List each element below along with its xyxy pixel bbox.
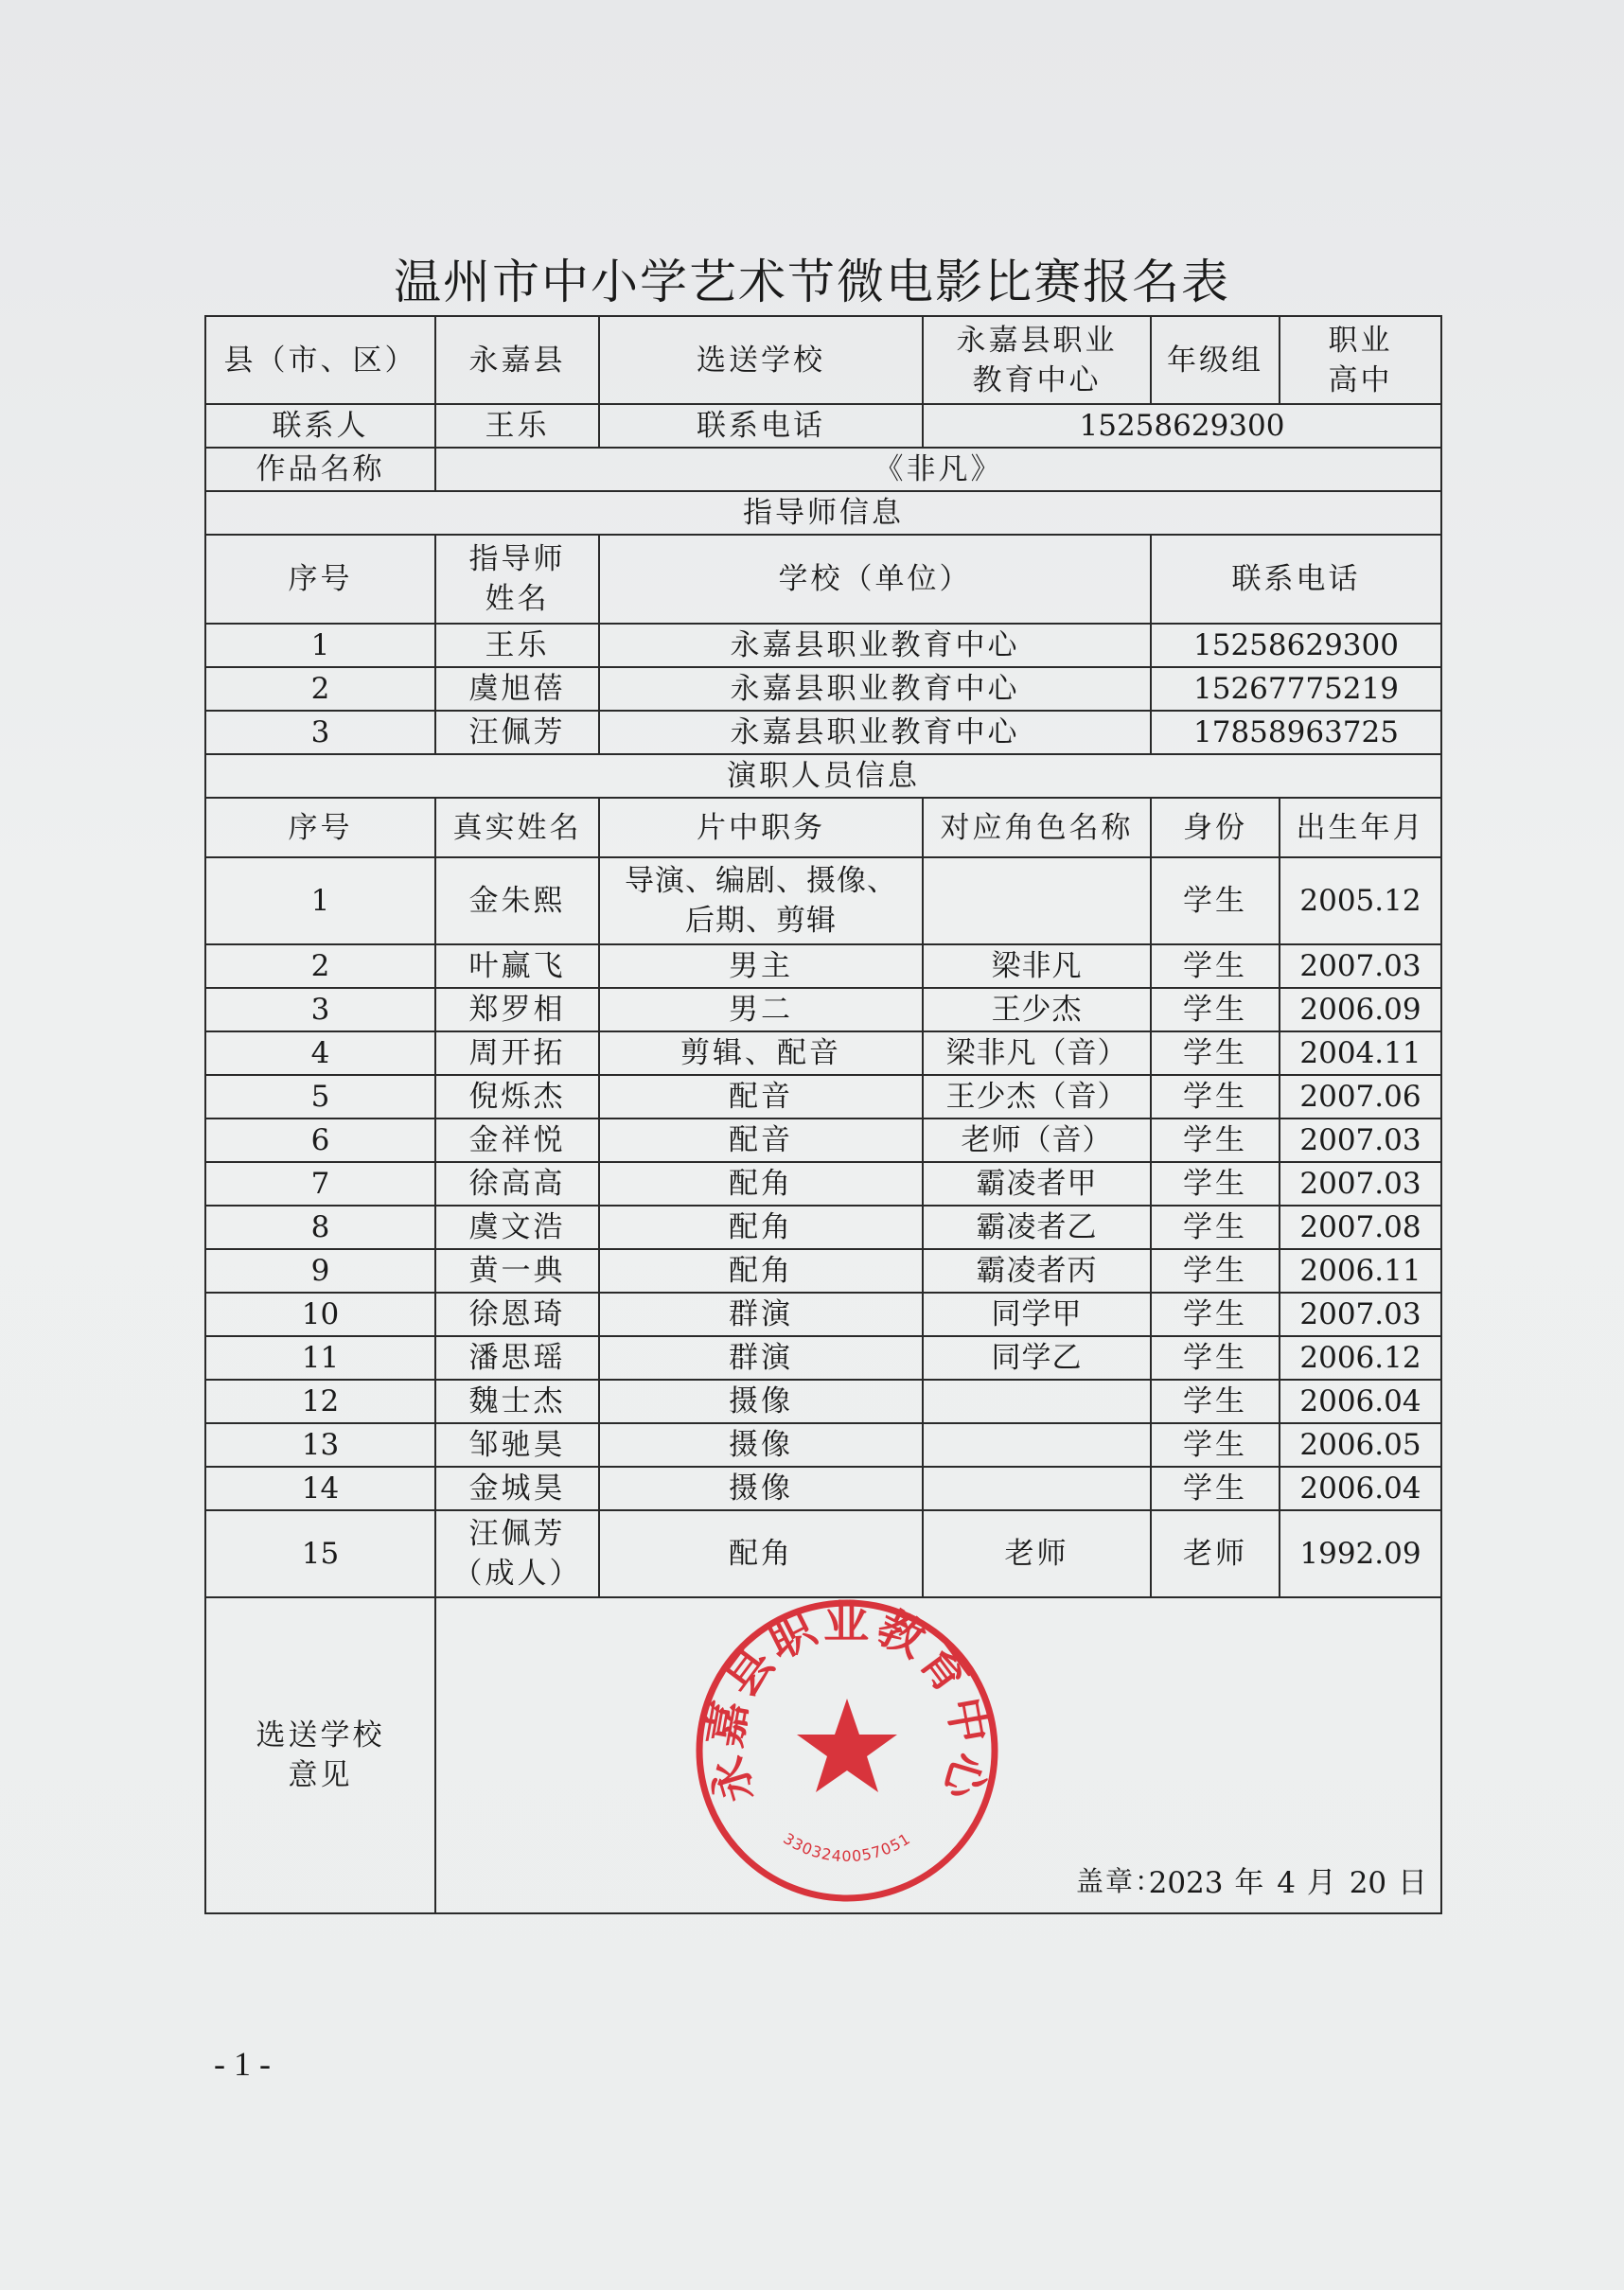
cast-identity: 学生 bbox=[1151, 1380, 1280, 1423]
cast-row bbox=[205, 1467, 1441, 1510]
cast-name: 魏士杰 bbox=[435, 1380, 599, 1423]
cast-birth: 2004.11 bbox=[1280, 1031, 1441, 1075]
phone-label: 联系电话 bbox=[599, 404, 923, 448]
cast-identity: 学生 bbox=[1151, 1119, 1280, 1162]
cast-identity: 学生 bbox=[1151, 988, 1280, 1031]
cast-no: 6 bbox=[205, 1119, 435, 1162]
cast-col-no: 序号 bbox=[205, 798, 435, 857]
cast-name bbox=[435, 1510, 599, 1597]
header-row-work bbox=[205, 448, 1441, 491]
cast-row bbox=[205, 1380, 1441, 1423]
cast-role bbox=[923, 1467, 1151, 1510]
cast-name: 周开拓 bbox=[435, 1031, 599, 1075]
cast-duty: 配音 bbox=[599, 1075, 923, 1119]
cast-name: 虞文浩 bbox=[435, 1206, 599, 1249]
cast-name: 金城昊 bbox=[435, 1467, 599, 1510]
sign-date bbox=[1149, 1863, 1429, 1903]
cast-col-name: 真实姓名 bbox=[435, 798, 599, 857]
cast-name: 叶赢飞 bbox=[435, 944, 599, 988]
cast-birth: 2006.11 bbox=[1280, 1249, 1441, 1293]
cast-identity: 学生 bbox=[1151, 1249, 1280, 1293]
cast-no: 11 bbox=[205, 1336, 435, 1380]
cast-duty-line1: 导演、编剧、摄像、 bbox=[625, 864, 897, 898]
mentor-section-row bbox=[205, 491, 1441, 535]
cast-no: 13 bbox=[205, 1423, 435, 1467]
cast-rows bbox=[205, 944, 1441, 1510]
cast-row bbox=[205, 988, 1441, 1031]
cast-row-last bbox=[205, 1510, 1441, 1597]
opinion-label-line2: 意见 bbox=[288, 1758, 353, 1792]
mentor-phone: 15267775219 bbox=[1151, 667, 1441, 711]
cast-birth: 2005.12 bbox=[1280, 857, 1441, 944]
mentor-row bbox=[205, 667, 1441, 711]
grade-value-line2: 高中 bbox=[1328, 362, 1393, 397]
date-month-unit: 月 bbox=[1306, 1866, 1338, 1900]
cast-identity: 学生 bbox=[1151, 1467, 1280, 1510]
date-day: 20 bbox=[1349, 1866, 1387, 1900]
cast-section-row bbox=[205, 754, 1441, 798]
page-number: - 1 - bbox=[214, 2045, 271, 2083]
school-value-line2: 教育中心 bbox=[972, 362, 1102, 397]
header-row-contact bbox=[205, 404, 1441, 448]
cast-col-role: 对应角色名称 bbox=[923, 798, 1151, 857]
school-value-line1: 永嘉县职业 bbox=[956, 323, 1118, 358]
mentor-header-row bbox=[205, 535, 1441, 624]
cast-no: 4 bbox=[205, 1031, 435, 1075]
cast-birth: 2006.04 bbox=[1280, 1467, 1441, 1510]
school-label: 选送学校 bbox=[599, 316, 923, 404]
opinion-label-line1: 选送学校 bbox=[256, 1718, 385, 1753]
mentor-name: 汪佩芳 bbox=[435, 711, 599, 754]
cast-duty: 摄像 bbox=[599, 1423, 923, 1467]
cast-name: 郑罗相 bbox=[435, 988, 599, 1031]
cast-birth: 2007.03 bbox=[1280, 1162, 1441, 1206]
cast-row bbox=[205, 1206, 1441, 1249]
date-year: 2023 bbox=[1148, 1866, 1224, 1900]
work-value: 《非凡》 bbox=[435, 448, 1441, 491]
cast-role: 梁非凡（音） bbox=[923, 1031, 1151, 1075]
cast-col-identity: 身份 bbox=[1151, 798, 1280, 857]
cast-duty: 配角 bbox=[599, 1510, 923, 1597]
cast-no: 10 bbox=[205, 1293, 435, 1336]
cast-duty: 配音 bbox=[599, 1119, 923, 1162]
cast-role: 霸凌者乙 bbox=[923, 1206, 1151, 1249]
cast-section-title: 演职人员信息 bbox=[205, 754, 1441, 798]
mentor-col-no: 序号 bbox=[205, 535, 435, 624]
cast-identity: 学生 bbox=[1151, 944, 1280, 988]
mentor-col-name-line1: 指导师 bbox=[468, 542, 566, 576]
grade-value bbox=[1280, 316, 1441, 404]
cast-row bbox=[205, 1249, 1441, 1293]
phone-value: 15258629300 bbox=[923, 404, 1441, 448]
seal-code: 3303240057051 bbox=[780, 1829, 914, 1866]
cast-duty bbox=[599, 857, 923, 944]
cast-identity: 学生 bbox=[1151, 1336, 1280, 1380]
cast-row bbox=[205, 1075, 1441, 1119]
cast-no: 8 bbox=[205, 1206, 435, 1249]
opinion-label bbox=[205, 1597, 435, 1913]
star-icon bbox=[797, 1699, 897, 1792]
mentor-phone: 17858963725 bbox=[1151, 711, 1441, 754]
cast-birth: 2006.04 bbox=[1280, 1380, 1441, 1423]
mentor-no: 3 bbox=[205, 711, 435, 754]
cast-no: 7 bbox=[205, 1162, 435, 1206]
header-row-county bbox=[205, 316, 1441, 404]
cast-birth: 2007.03 bbox=[1280, 1293, 1441, 1336]
cast-no: 5 bbox=[205, 1075, 435, 1119]
cast-role bbox=[923, 857, 1151, 944]
cast-no: 15 bbox=[205, 1510, 435, 1597]
cast-duty: 配角 bbox=[599, 1249, 923, 1293]
mentor-rows bbox=[205, 624, 1441, 754]
cast-role bbox=[923, 1423, 1151, 1467]
cast-duty: 剪辑、配音 bbox=[599, 1031, 923, 1075]
cast-identity: 学生 bbox=[1151, 1031, 1280, 1075]
cast-role: 霸凌者甲 bbox=[923, 1162, 1151, 1206]
mentor-school: 永嘉县职业教育中心 bbox=[599, 711, 1151, 754]
cast-row bbox=[205, 1293, 1441, 1336]
cast-role: 霸凌者丙 bbox=[923, 1249, 1151, 1293]
mentor-no: 1 bbox=[205, 624, 435, 667]
date-month: 4 bbox=[1277, 1866, 1296, 1900]
cast-role: 老师（音） bbox=[923, 1119, 1151, 1162]
cast-duty-line2: 后期、剪辑 bbox=[685, 904, 837, 938]
cast-identity: 学生 bbox=[1151, 1162, 1280, 1206]
mentor-school: 永嘉县职业教育中心 bbox=[599, 667, 1151, 711]
cast-birth: 2007.03 bbox=[1280, 1119, 1441, 1162]
cast-no: 9 bbox=[205, 1249, 435, 1293]
cast-name: 徐高高 bbox=[435, 1162, 599, 1206]
cast-duty: 男二 bbox=[599, 988, 923, 1031]
cast-col-birth: 出生年月 bbox=[1280, 798, 1441, 857]
cast-no: 14 bbox=[205, 1467, 435, 1510]
cast-role bbox=[923, 1380, 1151, 1423]
mentor-col-name-line2: 姓名 bbox=[485, 582, 550, 616]
cast-row bbox=[205, 1423, 1441, 1467]
mentor-row bbox=[205, 624, 1441, 667]
cast-identity: 学生 bbox=[1151, 1293, 1280, 1336]
cast-row bbox=[205, 1162, 1441, 1206]
date-day-unit: 日 bbox=[1398, 1866, 1429, 1900]
cast-birth: 2006.05 bbox=[1280, 1423, 1441, 1467]
mentor-school: 永嘉县职业教育中心 bbox=[599, 624, 1151, 667]
cast-name-line1: 汪佩芳 bbox=[468, 1517, 566, 1551]
cast-row bbox=[205, 1031, 1441, 1075]
cast-duty: 男主 bbox=[599, 944, 923, 988]
cast-birth: 1992.09 bbox=[1280, 1510, 1441, 1597]
mentor-col-name bbox=[435, 535, 599, 624]
cast-name: 倪烁杰 bbox=[435, 1075, 599, 1119]
contact-label: 联系人 bbox=[205, 404, 435, 448]
stamp-label: 盖章： bbox=[1076, 1865, 1165, 1897]
cast-birth: 2007.03 bbox=[1280, 944, 1441, 988]
cast-header-row bbox=[205, 798, 1441, 857]
cast-duty: 配角 bbox=[599, 1162, 923, 1206]
mentor-no: 2 bbox=[205, 667, 435, 711]
cast-duty: 配角 bbox=[599, 1206, 923, 1249]
grade-label: 年级组 bbox=[1151, 316, 1280, 404]
school-value bbox=[923, 316, 1151, 404]
cast-duty: 群演 bbox=[599, 1293, 923, 1336]
mentor-name: 王乐 bbox=[435, 624, 599, 667]
cast-name: 徐恩琦 bbox=[435, 1293, 599, 1336]
cast-birth: 2006.12 bbox=[1280, 1336, 1441, 1380]
cast-duty: 群演 bbox=[599, 1336, 923, 1380]
cast-birth: 2006.09 bbox=[1280, 988, 1441, 1031]
cast-no: 12 bbox=[205, 1380, 435, 1423]
work-label: 作品名称 bbox=[205, 448, 435, 491]
cast-no: 3 bbox=[205, 988, 435, 1031]
county-value: 永嘉县 bbox=[435, 316, 599, 404]
cast-role: 王少杰（音） bbox=[923, 1075, 1151, 1119]
page-title: 温州市中小学艺术节微电影比赛报名表 bbox=[394, 255, 1230, 309]
cast-name: 黄一典 bbox=[435, 1249, 599, 1293]
cast-name: 邹驰昊 bbox=[435, 1423, 599, 1467]
cast-row bbox=[205, 1336, 1441, 1380]
cast-name: 金祥悦 bbox=[435, 1119, 599, 1162]
mentor-section-title: 指导师信息 bbox=[205, 491, 1441, 535]
cast-role: 老师 bbox=[923, 1510, 1151, 1597]
cast-row bbox=[205, 1119, 1441, 1162]
contact-value: 王乐 bbox=[435, 404, 599, 448]
cast-birth: 2007.08 bbox=[1280, 1206, 1441, 1249]
cast-birth: 2007.06 bbox=[1280, 1075, 1441, 1119]
seal-text: 永嘉县职业教育中心 bbox=[697, 1595, 998, 1809]
mentor-row bbox=[205, 711, 1441, 754]
cast-identity: 学生 bbox=[1151, 1075, 1280, 1119]
cast-role: 同学甲 bbox=[923, 1293, 1151, 1336]
cast-identity: 老师 bbox=[1151, 1510, 1280, 1597]
cast-duty: 摄像 bbox=[599, 1380, 923, 1423]
cast-identity: 学生 bbox=[1151, 1423, 1280, 1467]
cast-name: 金朱熙 bbox=[435, 857, 599, 944]
cast-row-first bbox=[205, 857, 1441, 944]
cast-role: 王少杰 bbox=[923, 988, 1151, 1031]
cast-role: 同学乙 bbox=[923, 1336, 1151, 1380]
cast-identity: 学生 bbox=[1151, 1206, 1280, 1249]
mentor-phone: 15258629300 bbox=[1151, 624, 1441, 667]
date-year-unit: 年 bbox=[1234, 1866, 1266, 1900]
cast-no: 1 bbox=[205, 857, 435, 944]
cast-role: 梁非凡 bbox=[923, 944, 1151, 988]
mentor-col-phone: 联系电话 bbox=[1151, 535, 1441, 624]
mentor-col-school: 学校（单位） bbox=[599, 535, 1151, 624]
cast-identity: 学生 bbox=[1151, 857, 1280, 944]
cast-no: 2 bbox=[205, 944, 435, 988]
official-seal bbox=[691, 1594, 1003, 1907]
cast-name-line2: （成人） bbox=[452, 1557, 582, 1591]
cast-row bbox=[205, 944, 1441, 988]
grade-value-line1: 职业 bbox=[1328, 323, 1393, 358]
cast-name: 潘思瑶 bbox=[435, 1336, 599, 1380]
mentor-name: 虞旭蓓 bbox=[435, 667, 599, 711]
cast-col-duty: 片中职务 bbox=[599, 798, 923, 857]
county-label: 县（市、区） bbox=[205, 316, 435, 404]
cast-duty: 摄像 bbox=[599, 1467, 923, 1510]
